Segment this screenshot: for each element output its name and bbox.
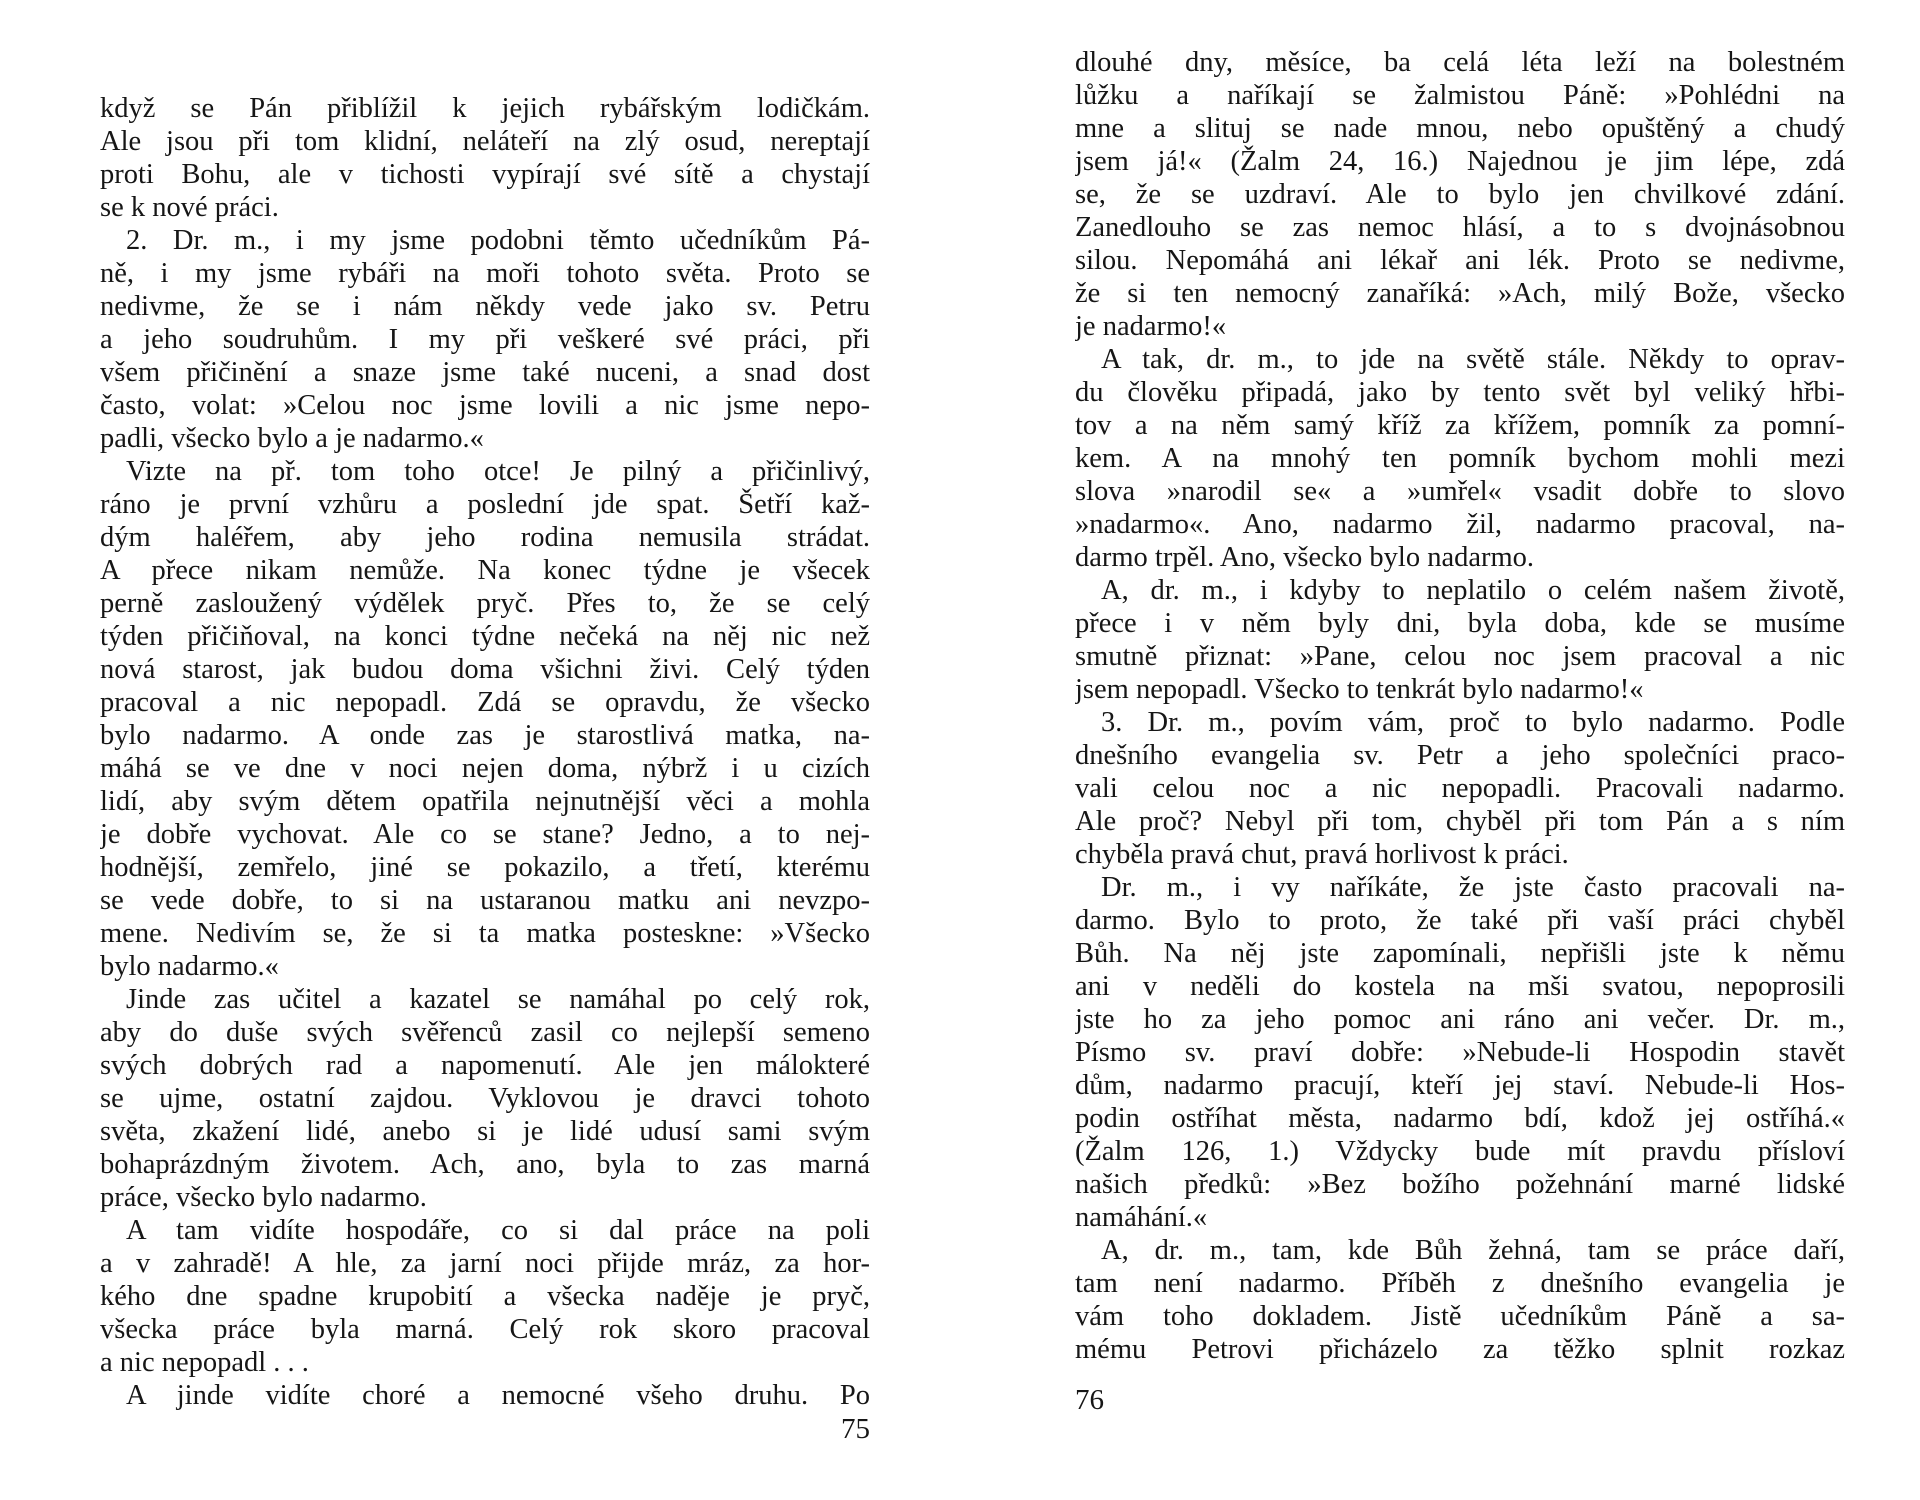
- text-line: kého dne spadne krupobití a všecka naděje je pryč,: [100, 1281, 870, 1312]
- text-line: Dr. m., i vy naříkáte, že jste často pracovali na-: [1101, 872, 1845, 903]
- text-line: jsem nepopadl. Všecko to tenkrát bylo nadarmo!«: [1075, 674, 1644, 705]
- text-line: máhá se ve dne v noci nejen doma, nýbrž i u cizích: [100, 753, 870, 784]
- text-line: darmo trpěl. Ano, všecko bylo nadarmo.: [1075, 542, 1535, 573]
- text-line: vám toho dokladem. Jistě učedníkům Páně a sa-: [1075, 1301, 1845, 1332]
- text-line: bylo nadarmo. A onde zas je starostlivá matka, na-: [100, 720, 870, 751]
- text-line: a v zahradě! A hle, za jarní noci přijde mráz, za hor-: [100, 1248, 870, 1279]
- text-line: Jinde zas učitel a kazatel se namáhal po celý rok,: [126, 984, 870, 1015]
- text-line: nedivme, že se i nám někdy vede jako sv. Petru: [100, 291, 870, 322]
- text-line: všem přičinění a snaze jsme také nuceni, a snad dost: [100, 357, 870, 388]
- text-line: že si ten nemocný zanaříká: »Ach, milý Bože, všecko: [1075, 278, 1845, 309]
- text-line: ráno je první vzhůru a poslední jde spat. Šetří kaž-: [100, 489, 870, 520]
- text-line: padli, všecko bylo a je nadarmo.«: [100, 423, 484, 454]
- left-page-number: 75: [841, 1413, 870, 1445]
- text-line: se vede dobře, to si na ustaranou matku ani nevzpo-: [100, 885, 870, 916]
- text-line: A tak, dr. m., to jde na světě stále. Někdy to oprav-: [1101, 344, 1845, 375]
- text-line: a jeho soudruhům. I my při veškeré své práci, při: [100, 324, 870, 355]
- text-line: A, dr. m., i kdyby to neplatilo o celém našem životě,: [1101, 575, 1845, 606]
- right-page: [1075, 0, 1845, 1500]
- text-line: bohaprázdným životem. Ach, ano, byla to zas marná: [100, 1149, 870, 1180]
- left-page: [100, 0, 870, 1500]
- text-line: je nadarmo!«: [1075, 311, 1227, 342]
- text-line: silou. Nepomáhá ani lékař ani lék. Proto se nedivme,: [1075, 245, 1845, 276]
- text-line: tov a na něm samý kříž za křížem, pomník za pomní-: [1075, 410, 1845, 441]
- text-line: mene. Nedivím se, že si ta matka posteskne: »Všecko: [100, 918, 870, 949]
- text-line: perně zasloužený výdělek pryč. Přes to, že se celý: [100, 588, 870, 619]
- text-line: pracoval a nic nepopadl. Zdá se opravdu, že všecko: [100, 687, 870, 718]
- text-line: smutně přiznat: »Pane, celou noc jsem pracoval a nic: [1075, 641, 1845, 672]
- text-line: aby do duše svých svěřenců zasil co nejlepší semeno: [100, 1017, 870, 1048]
- text-line: tam není nadarmo. Příběh z dnešního evangelia je: [1075, 1268, 1845, 1299]
- text-line: darmo. Bylo to proto, že také při vaší práci chyběl: [1075, 905, 1845, 936]
- text-line: lidí, aby svým dětem opatřila nejnutnější věci a mohla: [100, 786, 870, 817]
- text-line: Ale proč? Nebyl při tom, chyběl při tom Pán a s ním: [1075, 806, 1845, 837]
- text-line: se k nové práci.: [100, 192, 279, 223]
- right-page-text: [1075, 46, 1845, 1366]
- text-line: je dobře vychovat. Ale co se stane? Jedno, a to nej-: [100, 819, 870, 850]
- text-line: našich předků: »Bez božího požehnání marné lidské: [1075, 1169, 1845, 1200]
- text-line: lůžku a naříkají se žalmistou Páně: »Pohlédni na: [1075, 80, 1845, 111]
- text-line: bylo nadarmo.«: [100, 951, 279, 982]
- right-page-number: 76: [1075, 1384, 1104, 1416]
- text-line: dům, nadarmo pracují, kteří jej staví. Nebude-li Hos-: [1075, 1070, 1845, 1101]
- text-line: Bůh. Na něj jste zapomínali, nepřišli jste k němu: [1075, 938, 1845, 969]
- text-line: jsem já!« (Žalm 24, 16.) Najednou je jim lépe, zdá: [1075, 146, 1845, 177]
- text-line: jste ho za jeho pomoc ani ráno ani večer. Dr. m.,: [1075, 1004, 1845, 1035]
- text-line: dnešního evangelia sv. Petr a jeho společníci praco-: [1075, 740, 1845, 771]
- text-line: A přece nikam nemůže. Na konec týdne je všecek: [100, 555, 870, 586]
- text-line: často, volat: »Celou noc jsme lovili a nic jsme nepo-: [100, 390, 870, 421]
- text-line: Písmo sv. praví dobře: »Nebude-li Hospodin stavět: [1075, 1037, 1845, 1068]
- text-line: dlouhé dny, měsíce, ba celá léta leží na bolestném: [1075, 47, 1845, 78]
- text-line: A jinde vidíte choré a nemocné všeho druhu. Po: [126, 1380, 870, 1411]
- text-line: A tam vidíte hospodáře, co si dal práce na poli: [126, 1215, 870, 1246]
- text-line: světa, zkažení lidé, anebo si je lidé udusí sami svým: [100, 1116, 870, 1147]
- text-line: Vizte na př. tom toho otce! Je pilný a přičinlivý,: [126, 456, 870, 487]
- text-line: 3. Dr. m., povím vám, proč to bylo nadarmo. Podle: [1101, 707, 1845, 738]
- text-line: vali celou noc a nic nepopadli. Pracovali nadarmo.: [1075, 773, 1845, 804]
- text-line: všecka práce byla marná. Celý rok skoro pracoval: [100, 1314, 870, 1345]
- text-line: ani v neděli do kostela na mši svatou, nepoprosili: [1075, 971, 1845, 1002]
- text-line: kem. A na mnohý ten pomník bychom mohli mezi: [1075, 443, 1845, 474]
- text-line: dým haléřem, aby jeho rodina nemusila strádat.: [100, 522, 870, 553]
- text-line: nová starost, jak budou doma všichni živi. Celý týden: [100, 654, 870, 685]
- text-line: du člověku připadá, jako by tento svět byl veliký hřbi-: [1075, 377, 1845, 408]
- text-line: namáhání.«: [1075, 1202, 1208, 1233]
- text-line: (Žalm 126, 1.) Vždycky bude mít pravdu přísloví: [1075, 1136, 1845, 1167]
- text-line: se ujme, ostatní zajdou. Vyklovou je dravci tohoto: [100, 1083, 870, 1114]
- text-line: chyběla pravá chut, pravá horlivost k práci.: [1075, 839, 1569, 870]
- text-line: podin ostříhat města, nadarmo bdí, kdož jej ostříhá.«: [1075, 1103, 1845, 1134]
- text-line: svých dobrých rad a napomenutí. Ale jen málokteré: [100, 1050, 870, 1081]
- text-line: 2. Dr. m., i my jsme podobni těmto učedníkům Pá-: [126, 225, 870, 256]
- text-line: když se Pán přiblížil k jejich rybářským lodičkám.: [100, 93, 870, 124]
- left-page-text: [100, 92, 870, 1412]
- text-line: mému Petrovi přicházelo za těžko splnit rozkaz: [1075, 1334, 1845, 1365]
- text-line: týden přičiňoval, na konci týdne nečeká na něj nic než: [100, 621, 870, 652]
- text-line: se, že se uzdraví. Ale to bylo jen chvilkové zdání.: [1075, 179, 1845, 210]
- text-line: mne a slituj se nade mnou, nebo opuštěný a chudý: [1075, 113, 1845, 144]
- text-line: přece i v něm byly dni, byla doba, kde se musíme: [1075, 608, 1845, 639]
- text-line: hodnější, zemřelo, jiné se pokazilo, a třetí, kterému: [100, 852, 870, 883]
- text-line: Zanedlouho se zas nemoc hlásí, a to s dvojnásobnou: [1075, 212, 1845, 243]
- text-line: »nadarmo«. Ano, nadarmo žil, nadarmo pracoval, na-: [1075, 509, 1845, 540]
- text-line: slova »narodil se« a »umřel« vsadit dobře to slovo: [1075, 476, 1845, 507]
- text-line: proti Bohu, ale v tichosti vypírají své sítě a chystají: [100, 159, 870, 190]
- text-line: A, dr. m., tam, kde Bůh žehná, tam se práce daří,: [1101, 1235, 1845, 1266]
- text-line: a nic nepopadl . . .: [100, 1347, 309, 1378]
- text-line: ně, i my jsme rybáři na moři tohoto světa. Proto se: [100, 258, 870, 289]
- text-line: Ale jsou při tom klidní, neláteří na zlý osud, nereptají: [100, 126, 870, 157]
- text-line: práce, všecko bylo nadarmo.: [100, 1182, 427, 1213]
